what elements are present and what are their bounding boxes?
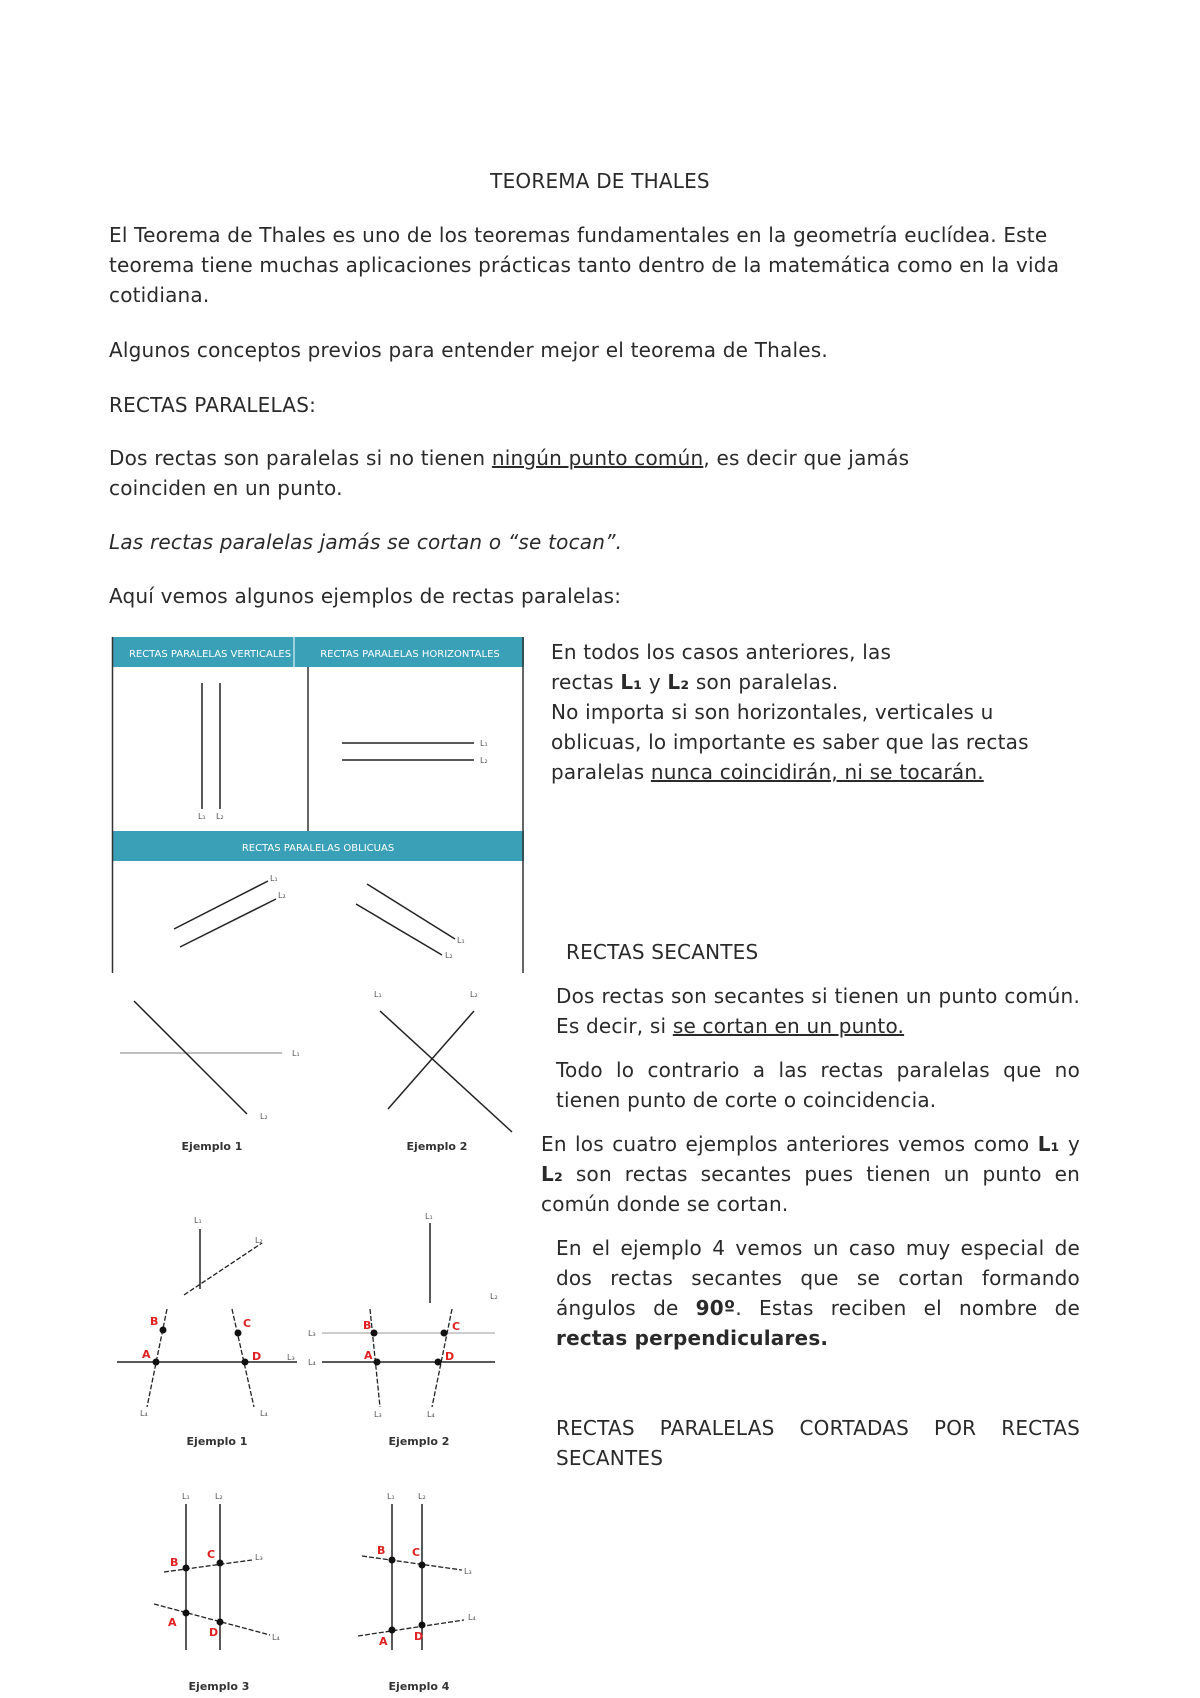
point-a-ej2 — [374, 1359, 381, 1366]
ej2-label-l1: L₁ — [374, 990, 382, 999]
point-d-ej4 — [419, 1622, 426, 1629]
point-a-ej1 — [153, 1359, 160, 1366]
point-c-ej4 — [419, 1562, 426, 1569]
c2-l6: L₄ — [427, 1410, 435, 1419]
c1-l3: L₃ — [287, 1353, 295, 1362]
label-l1-oblique-right: L₁ — [457, 936, 465, 945]
secantes-definition: Dos rectas son secantes si tienen un punto común. Es decir, si se cortan en un punto. — [556, 984, 1080, 1038]
ej1-label-l1: L₁ — [292, 1049, 300, 1058]
paralelas-definition: Dos rectas son paralelas si no tienen ningún punto común, es decir que jamás coinciden en un punto. — [109, 446, 910, 500]
header-vertical: RECTAS PARALELAS VERTICALES — [128, 649, 292, 660]
label-l1-oblique: L₁ — [270, 874, 278, 883]
label-l1-horizontal: L₁ — [480, 739, 488, 748]
intro-paragraph: El Teorema de Thales es uno de los teoremas fundamentales en la geometría euclídea. Este teorema tiene muchas aplicaciones prácticas tanto dentro de la matemática como en la vida cotidiana. — [109, 223, 1060, 307]
c1-l1: L₁ — [194, 1216, 202, 1225]
secantes-examples-note: En los cuatro ejemplos anteriores vemos como L₁ y L₂ son rectas secantes pues tienen un punto en común donde se cortan. — [541, 1132, 1080, 1216]
label-c-ej1: C — [243, 1317, 252, 1330]
label-l1-vertical: L₁ — [198, 812, 206, 821]
c4-l2: L₂ — [418, 1492, 426, 1501]
c2-l1: L₁ — [425, 1212, 433, 1221]
label-l2-oblique-right: L₂ — [445, 951, 453, 960]
point-b-ej4 — [389, 1557, 396, 1564]
label-b-ej1: B — [150, 1315, 159, 1328]
label-a-ej1: A — [142, 1348, 151, 1361]
cut-parallels-figure-top — [112, 1207, 532, 1452]
c4-l1: L₁ — [387, 1492, 395, 1501]
c3-l1: L₁ — [182, 1492, 190, 1501]
secantes-caption-2: Ejemplo 2 — [406, 1140, 468, 1153]
section-heading-secantes: RECTAS SECANTES — [566, 940, 759, 964]
secantes-caption-1: Ejemplo 1 — [181, 1140, 243, 1153]
label-c-ej4: C — [412, 1546, 421, 1559]
c2-l2: L₂ — [490, 1292, 498, 1301]
c2-l3: L₃ — [308, 1329, 316, 1338]
c1-l2: L₂ — [255, 1236, 263, 1245]
c4-l4: L₄ — [468, 1613, 476, 1622]
cortadas-caption-1: Ejemplo 1 — [186, 1435, 248, 1448]
intro-paragraph-2: Algunos conceptos previos para entender mejor el teorema de Thales. — [109, 338, 828, 362]
point-b-ej3 — [183, 1565, 190, 1572]
cortadas-caption-3: Ejemplo 3 — [188, 1680, 250, 1693]
label-c-ej2: C — [452, 1320, 461, 1333]
c1-l4: L₄ — [140, 1409, 148, 1418]
paralelas-italic-note: Las rectas paralelas jamás se cortan o “se tocan”. — [109, 530, 623, 554]
label-a-ej3: A — [168, 1616, 177, 1629]
label-l2-oblique: L₂ — [278, 891, 286, 900]
page-title: TEOREMA DE THALES — [490, 169, 710, 193]
point-a-ej4 — [389, 1627, 396, 1634]
section-heading-paralelas: RECTAS PARALELAS: — [109, 393, 317, 417]
label-l2-horizontal: L₂ — [480, 756, 488, 765]
label-c-ej3: C — [207, 1548, 216, 1561]
cortadas-caption-2: Ejemplo 2 — [388, 1435, 450, 1448]
label-a-ej2: A — [364, 1349, 373, 1362]
secantes-perpendicular-note: En el ejemplo 4 vemos un caso muy especial de dos rectas secantes que se cortan formando ángulos de 90º. Estas reciben el nombre de rectas perpendiculares. — [556, 1236, 1080, 1350]
c4-l3: L₃ — [464, 1567, 472, 1576]
ej1-label-l2: L₂ — [260, 1112, 268, 1121]
point-d-ej3 — [217, 1619, 224, 1626]
parallel-lines-figure — [112, 637, 530, 973]
label-l2-vertical: L₂ — [216, 812, 224, 821]
point-c-ej1 — [235, 1330, 242, 1337]
point-d-ej2 — [435, 1359, 442, 1366]
c3-l4: L₄ — [272, 1633, 280, 1642]
cortadas-caption-4: Ejemplo 4 — [388, 1680, 450, 1693]
secant-lines-figure — [112, 977, 532, 1157]
point-b-ej2 — [371, 1330, 378, 1337]
ej2-label-l2: L₂ — [470, 990, 478, 999]
c2-l5: L₃ — [374, 1410, 382, 1419]
c2-l4: L₄ — [308, 1358, 316, 1367]
section-heading-cortadas: RECTAS PARALELAS CORTADAS POR RECTAS SECANTES — [556, 1416, 1080, 1470]
c1-l5: L₄ — [260, 1409, 268, 1418]
c3-l2: L₂ — [215, 1492, 223, 1501]
point-c-ej3 — [217, 1560, 224, 1567]
label-a-ej4: A — [379, 1635, 388, 1648]
header-oblique: RECTAS PARALELAS OBLICUAS — [241, 843, 395, 854]
point-d-ej1 — [242, 1359, 249, 1366]
point-b-ej1 — [160, 1327, 167, 1334]
cut-parallels-figure-bottom — [112, 1490, 532, 1693]
point-a-ej3 — [183, 1610, 190, 1617]
label-d-ej4: D — [414, 1630, 424, 1643]
label-b-ej3: B — [170, 1556, 179, 1569]
label-d-ej2: D — [445, 1350, 455, 1363]
c3-l3: L₃ — [255, 1553, 263, 1562]
label-b-ej4: B — [377, 1544, 386, 1557]
secantes-contrast: Todo lo contrario a las rectas paralelas que no tienen punto de corte o coincidencia. — [556, 1058, 1080, 1112]
point-c-ej2 — [441, 1330, 448, 1337]
header-horizontal: RECTAS PARALELAS HORIZONTALES — [320, 649, 500, 660]
label-b-ej2: B — [363, 1319, 372, 1332]
paralelas-side-note: En todos los casos anteriores, las rectas L₁ y L₂ son paralelas. No importa si son horizontales, verticales u oblicuas, lo importante es saber que las rectas paralelas nunca coincidirán, ni se tocarán. — [551, 640, 1029, 784]
paralelas-examples-intro: Aquí vemos algunos ejemplos de rectas paralelas: — [109, 584, 622, 608]
label-d-ej3: D — [209, 1626, 219, 1639]
label-d-ej1: D — [252, 1350, 262, 1363]
